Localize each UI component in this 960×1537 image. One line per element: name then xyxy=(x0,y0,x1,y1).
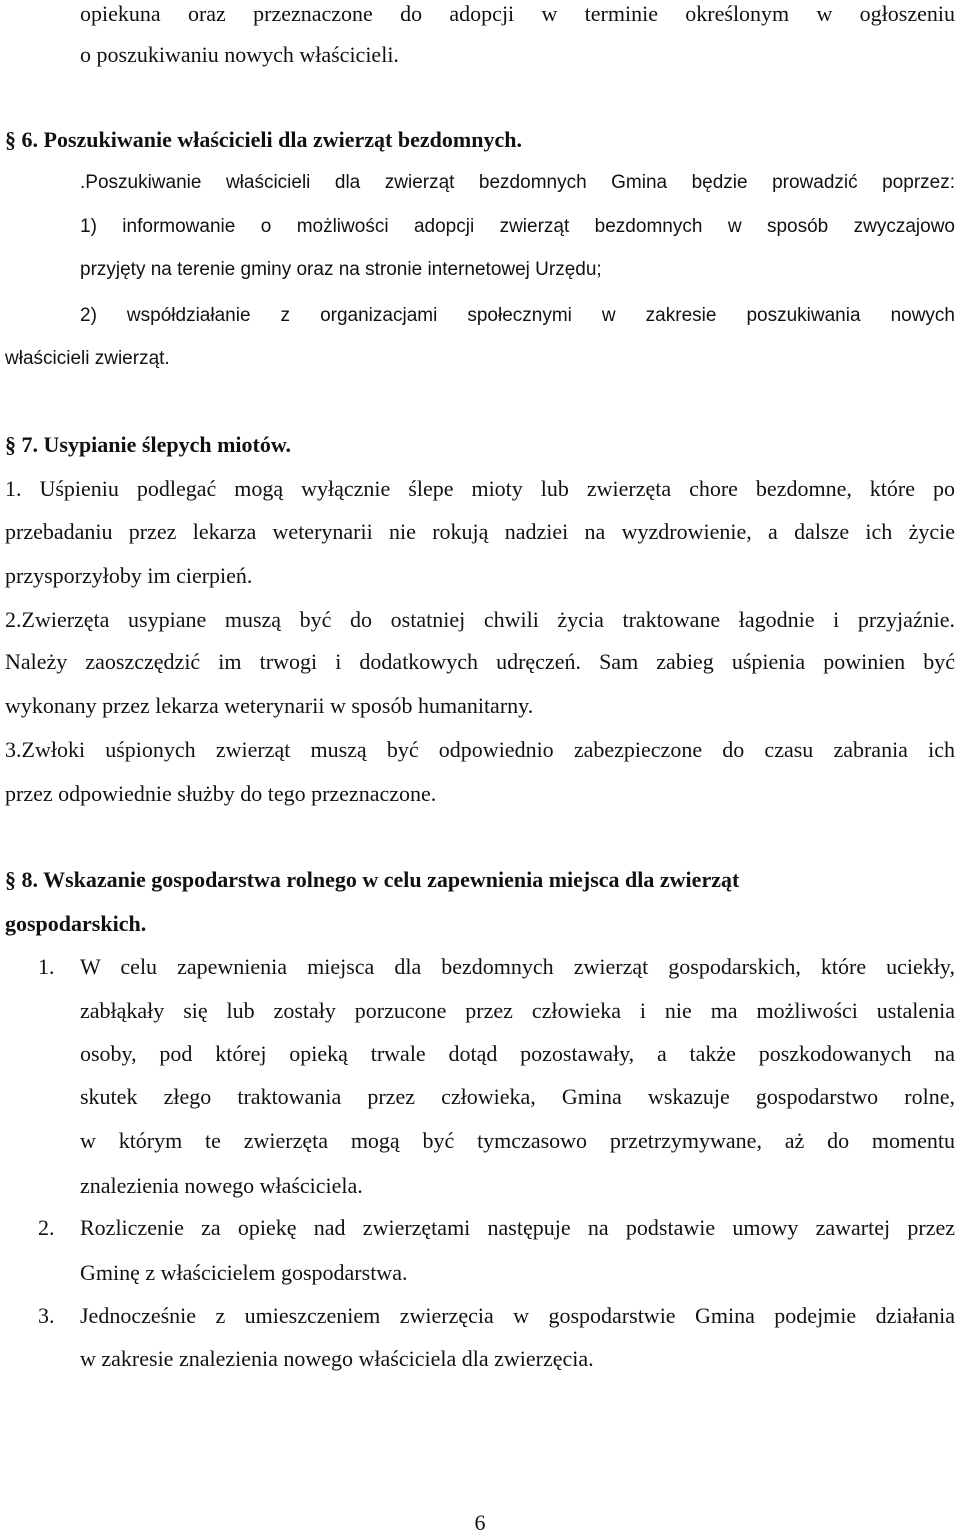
list-item-line: Rozliczenie za opiekę nad zwierzętami następuje na podstawie umowy zawartej przez xyxy=(80,1215,955,1240)
paragraph-line: 3.Zwłoki uśpionych zwierząt muszą być odpowiednio zabezpieczone do czasu zabrania ich xyxy=(5,737,955,762)
list-item-line: w zakresie znalezienia nowego właściciela dla zwierzęcia. xyxy=(80,1346,594,1371)
section-7-heading: § 7. Usypianie ślepych miotów. xyxy=(5,432,292,457)
list-number: 3. xyxy=(38,1303,55,1328)
list-item-line: Gminę z właścicielem gospodarstwa. xyxy=(80,1260,408,1285)
list-item-line: Jednocześnie z umieszczeniem zwierzęcia w gospodarstwie Gmina podejmie działania xyxy=(80,1303,955,1328)
list-item-line: przyjęty na terenie gminy oraz na stronie internetowej Urzędu; xyxy=(80,259,602,280)
list-item-line: właścicieli zwierząt. xyxy=(5,348,170,369)
list-number: 2. xyxy=(38,1215,55,1240)
paragraph-line: o poszukiwaniu nowych właścicieli. xyxy=(80,42,399,67)
section-8-heading: gospodarskich. xyxy=(5,911,147,936)
list-item-line: znalezienia nowego właściciela. xyxy=(80,1173,363,1198)
paragraph-line: przysporzyłoby im cierpień. xyxy=(5,563,253,588)
list-item-line: 1) informowanie o możliwości adopcji zwierząt bezdomnych w sposób zwyczajowo xyxy=(80,216,955,237)
list-item-line: zabłąkały się lub zostały porzucone przez człowieka i nie ma możliwości ustalenia xyxy=(80,998,955,1023)
list-number: 1. xyxy=(38,954,55,979)
list-item-line: 2) współdziałanie z organizacjami społecznymi w zakresie poszukiwania nowych xyxy=(80,305,955,326)
section-8-heading: § 8. Wskazanie gospodarstwa rolnego w celu zapewnienia miejsca dla zwierząt xyxy=(5,867,740,892)
paragraph-line: wykonany przez lekarza weterynarii w sposób humanitarny. xyxy=(5,693,534,718)
page-number: 6 xyxy=(474,1510,486,1535)
list-item-line: w którym te zwierzęta mogą być tymczasowo przetrzymywane, aż do momentu xyxy=(80,1128,955,1153)
section-6-heading: § 6. Poszukiwanie właścicieli dla zwierząt bezdomnych. xyxy=(5,127,522,152)
list-item-line: skutek złego traktowania przez człowieka, Gmina wskazuje gospodarstwo rolne, xyxy=(80,1084,955,1109)
paragraph-line: przebadaniu przez lekarza weterynarii nie rokują nadziei na wyzdrowienie, a dalsze ich życie xyxy=(5,519,955,544)
paragraph-line: opiekuna oraz przeznaczone do adopcji w terminie określonym w ogłoszeniu xyxy=(80,1,955,26)
paragraph-line: .Poszukiwanie właścicieli dla zwierząt bezdomnych Gmina będzie prowadzić poprzez: xyxy=(80,172,955,193)
paragraph-line: przez odpowiednie służby do tego przeznaczone. xyxy=(5,781,437,806)
paragraph-line: 1. Uśpieniu podlegać mogą wyłącznie ślepe mioty lub zwierzęta chore bezdomne, które po xyxy=(5,476,955,501)
list-item-line: W celu zapewnienia miejsca dla bezdomnych zwierząt gospodarskich, które uciekły, xyxy=(80,954,955,979)
list-item-line: osoby, pod której opieką trwale dotąd pozostawały, a także poszkodowanych na xyxy=(80,1041,955,1066)
paragraph-line: 2.Zwierzęta usypiane muszą być do ostatniej chwili życia traktowane łagodnie i przyjaźnie. xyxy=(5,607,955,632)
paragraph-line: Należy zaoszczędzić im trwogi i dodatkowych udręczeń. Sam zabieg uśpienia powinien być xyxy=(5,649,955,674)
